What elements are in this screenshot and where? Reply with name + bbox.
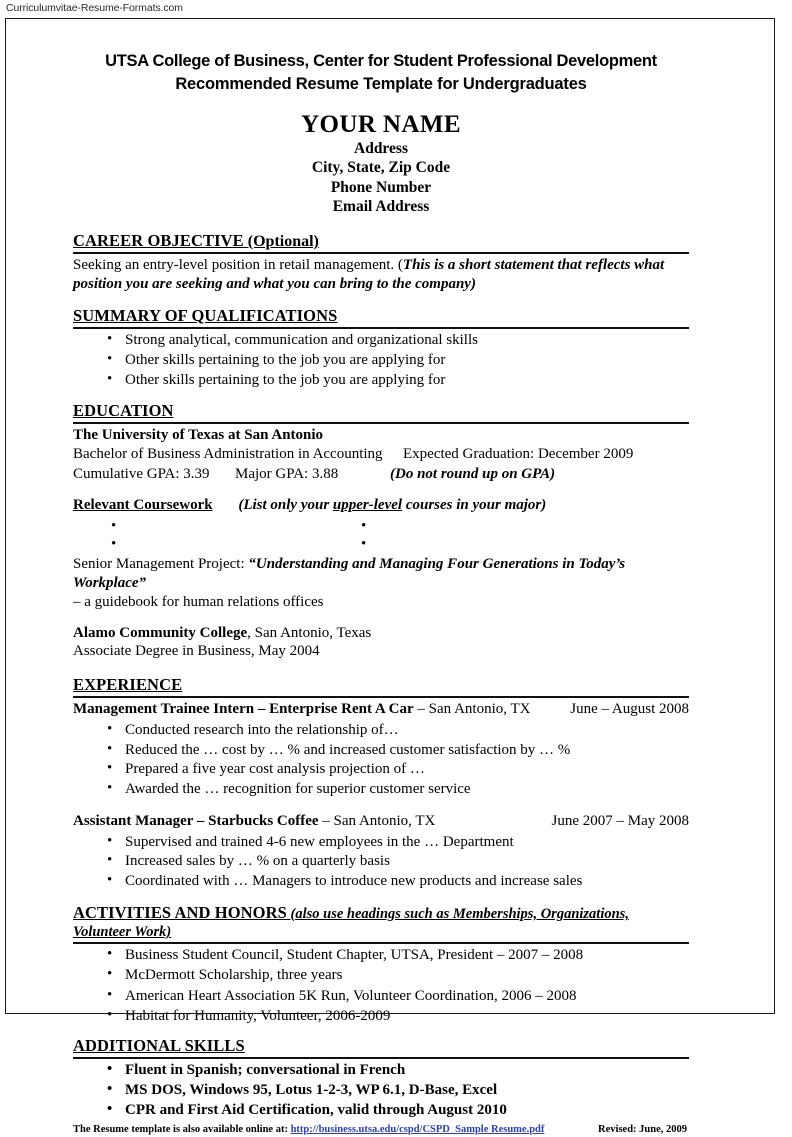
job-bullet-list (73, 721, 689, 799)
additional-skills-heading (73, 1037, 689, 1059)
activities-heading (73, 904, 689, 944)
job-title: Assistant Manager – Starbucks Coffee (73, 812, 319, 829)
job-dates: June – August 2008 (570, 701, 689, 718)
list-item: • CPR and First Aid Certification, valid through August 2010 (73, 1101, 689, 1120)
career-objective-italic: This is a short statement that reflects what position you are seeking and what you can bring to the company (73, 257, 665, 293)
list-item: • Fluent in Spanish; conversational in French (73, 1061, 689, 1080)
list-item: • Increased sales by … % on a quarterly basis (73, 852, 689, 871)
list-item: • Supervised and trained 4-6 new employees in the … Department (73, 833, 689, 852)
list-item: • Reduced the … cost by … % and increased customer satisfaction by … % (73, 741, 689, 760)
second-school-degree: Associate Degree in Business, May 2004 (73, 643, 320, 660)
education-second-school-row (73, 624, 689, 643)
job-location: – San Antonio, TX (413, 701, 531, 718)
applicant-phone: Phone Number (330, 178, 432, 196)
experience-job-header (73, 812, 689, 831)
education-degree: Bachelor of Business Administration in Accounting (73, 446, 383, 463)
education-cumulative-gpa: Cumulative GPA: 3.39 (73, 465, 210, 482)
list-item: • Prepared a five year cost analysis projection of … (73, 760, 689, 779)
job-title-row (73, 812, 435, 831)
section-summary-of-qualifications (73, 307, 689, 390)
experience-job-header (73, 700, 689, 719)
career-objective-close: ) (470, 276, 476, 293)
career-objective-heading-text: CAREER OBJECTIVE (73, 231, 244, 251)
experience-heading (73, 676, 689, 698)
senior-project-title: “Understanding and Managing Four Generations in Today’s Workplace” (73, 556, 626, 592)
education-school-name: The University of Texas at San Antonio (73, 426, 324, 443)
job-dates: June 2007 – May 2008 (551, 812, 689, 829)
list-item: • MS DOS, Windows 95, Lotus 1-2-3, WP 6.1, D-Base, Excel (73, 1081, 689, 1100)
senior-project-label: Senior Management Project: (73, 556, 249, 573)
additional-skills-heading-text: ADDITIONAL SKILLS (73, 1035, 245, 1055)
letterhead-line-2: Recommended Resume Template for Undergraduates (175, 75, 587, 93)
career-objective-heading (73, 232, 689, 254)
education-gpa-note: (Do not round up on GPA) (390, 465, 556, 482)
applicant-city-state-zip: City, State, Zip Code (311, 159, 451, 177)
summary-heading (73, 307, 689, 329)
education-gpa-row (73, 465, 689, 485)
list-item: • Awarded the … recognition for superior customer service (73, 780, 689, 799)
letterhead (73, 52, 689, 94)
section-experience (73, 676, 689, 891)
job-bullet-list (73, 833, 689, 891)
coursework-note-a: List only your (243, 497, 333, 514)
list-item: • Conducted research into the relationship of… (73, 721, 689, 740)
education-major-gpa: Major GPA: 3.88 (235, 465, 339, 482)
resume-content (73, 19, 689, 1137)
document-page (5, 18, 775, 1135)
job-title-row (73, 700, 530, 719)
relevant-coursework-label: Relevant Coursework (73, 497, 213, 514)
career-objective-plain: Seeking an entry-level position in retail management. ( (73, 257, 403, 274)
list-item: • Other skills pertaining to the job you are applying for (73, 351, 689, 370)
experience-heading-text: EXPERIENCE (73, 675, 183, 695)
list-item: • Strong analytical, communication and organizational skills (73, 331, 689, 350)
coursework-note-close: ) (541, 497, 547, 514)
senior-project-line (73, 555, 689, 593)
applicant-name: YOUR NAME (301, 111, 461, 138)
section-additional-skills (73, 1037, 689, 1120)
job-title: Management Trainee Intern – Enterprise Rent A Car (73, 701, 414, 718)
summary-heading-text: SUMMARY OF QUALIFICATIONS (73, 305, 338, 325)
additional-skills-bullet-list (73, 1061, 689, 1120)
education-heading-text: EDUCATION (73, 400, 174, 420)
relevant-coursework-row (73, 496, 689, 515)
coursework-bullet-placeholder: • (361, 518, 367, 535)
applicant-address: Address (354, 140, 408, 157)
section-career-objective (73, 232, 689, 294)
career-objective-heading-paren: (Optional) (243, 233, 319, 251)
coursework-bullet-placeholder: • (111, 536, 117, 553)
coursework-note-open: ( (238, 497, 244, 514)
section-education (73, 402, 689, 661)
letterhead-line-1: UTSA College of Business, Center for Student Professional Development (105, 52, 657, 70)
activities-bullet-list (73, 946, 689, 1026)
coursework-note-upper-level: upper-level (332, 497, 403, 514)
list-item: • Other skills pertaining to the job you are applying for (73, 371, 689, 390)
footer-revised-date: Revised: June, 2009 (598, 1123, 687, 1135)
list-item: • Habitat for Humanity, Volunteer, 2006-2009 (73, 1007, 689, 1026)
applicant-email: Email Address (332, 197, 430, 215)
coursework-bullet-placeholder: • (111, 518, 117, 535)
activities-heading-note: (also use headings such as Memberships, Organizations, Volunteer Work) (73, 905, 629, 941)
list-item: • Business Student Council, Student Chapter, UTSA, President – 2007 – 2008 (73, 946, 689, 965)
list-item: • American Heart Association 5K Run, Volunteer Coordination, 2006 – 2008 (73, 987, 689, 1006)
senior-project-subline: – a guidebook for human relations offices (73, 593, 324, 610)
coursework-placeholder-grid (73, 517, 689, 555)
education-graduation: Expected Graduation: December 2009 (403, 446, 634, 463)
education-heading (73, 402, 689, 424)
activities-heading-text: ACTIVITIES AND HONORS (73, 902, 287, 922)
list-item: • Coordinated with … Managers to introduce new products and increase sales (73, 872, 689, 891)
document-footer (73, 1124, 689, 1137)
second-school-name: Alamo Community College (73, 624, 248, 641)
summary-bullet-list (73, 331, 689, 390)
footer-note-row (73, 1124, 544, 1137)
footer-template-link[interactable]: http://business.utsa.edu/cspd/CSPD_Sample Resume.pdf (290, 1123, 545, 1135)
footer-note-text: The Resume template is also available online at: (73, 1123, 291, 1135)
career-objective-body (73, 256, 689, 294)
section-activities-and-honors (73, 904, 689, 1026)
education-degree-row (73, 445, 689, 465)
second-school-location: , San Antonio, Texas (247, 624, 372, 641)
coursework-bullet-placeholder: • (361, 536, 367, 553)
name-block (73, 111, 689, 216)
job-location: – San Antonio, TX (318, 812, 436, 829)
site-watermark: Curriculumvitae-Resume-Formats.com (6, 2, 183, 14)
list-item: • McDermott Scholarship, three years (73, 966, 689, 985)
coursework-note-b: courses in your major (402, 497, 542, 514)
